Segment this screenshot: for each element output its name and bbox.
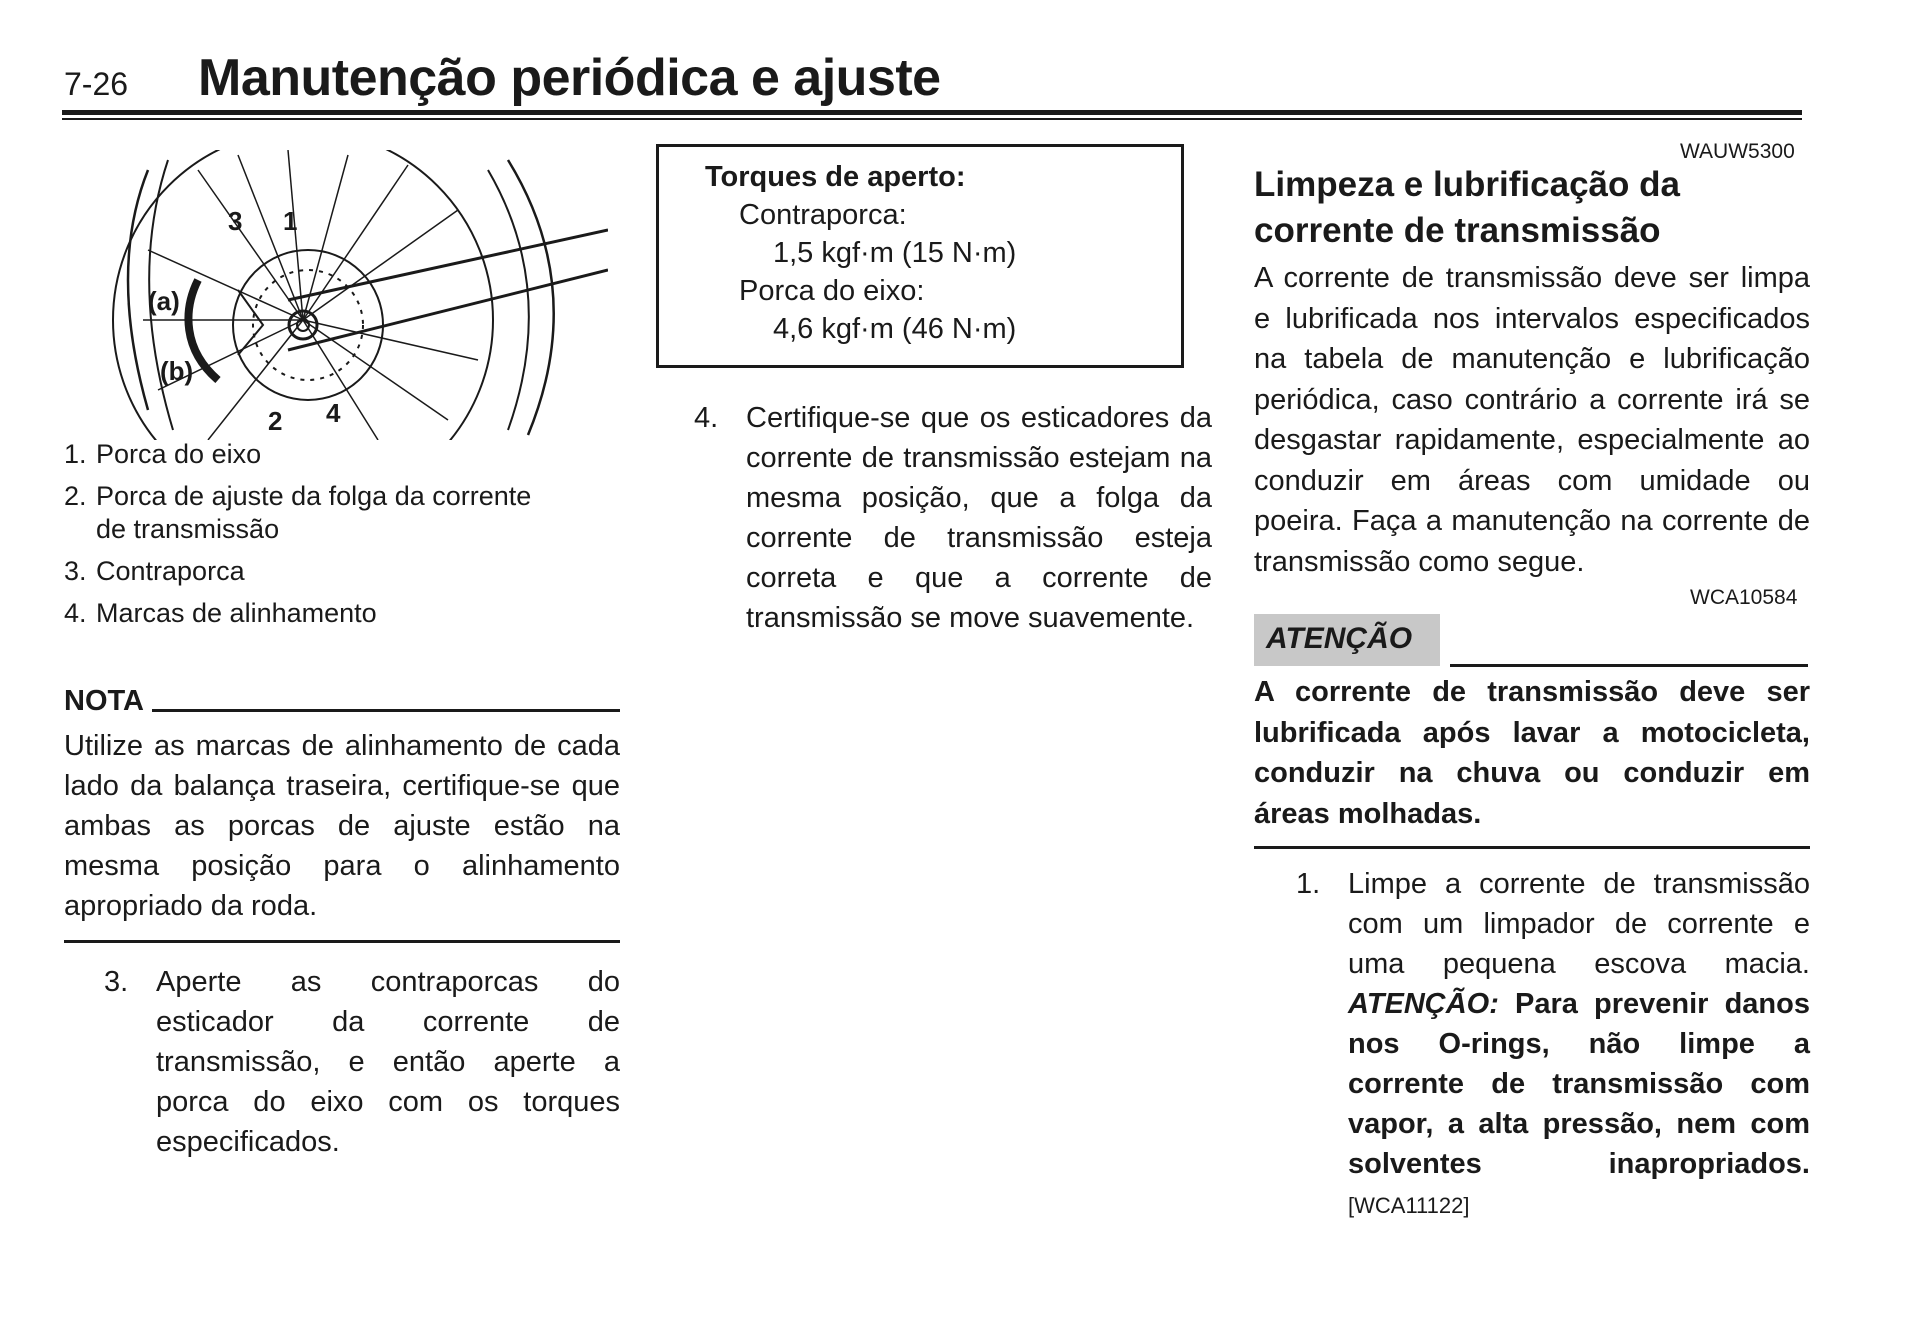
warning-label: ATENÇÃO	[1266, 622, 1413, 655]
legend-item: 2. Porca de ajuste da folga da corrente de transmissão	[64, 481, 532, 544]
header-rule-thin	[62, 118, 1802, 120]
torque-item-label: Contraporca:	[739, 199, 907, 231]
figure-legend	[64, 438, 624, 639]
warning-end-rule	[1254, 846, 1810, 849]
nota-heading: NOTA	[64, 684, 620, 718]
page-title: Manutenção periódica e ajuste	[198, 49, 941, 107]
callout-4: 4	[326, 398, 341, 428]
torque-heading: Torques de aperto:	[705, 161, 966, 193]
section-text: A corrente de transmissão deve ser limpa e lubrificada nos intervalos especificados na tabela de manutenção e lubrificação periódica, caso contrário a corrente irá se desgastar rapidamente, especialmente ao conduzir em áreas com umidade ou poeira. Faça a manutenção na corrente de transmissão como segue.	[1254, 262, 1810, 578]
callout-b: (b)	[160, 356, 194, 386]
section-code: WAUW5300	[1680, 140, 1795, 163]
section-title: Limpeza e lubrificação da corrente de transmissão	[1254, 165, 1680, 250]
step-1-warning-text: Para prevenir danos nos O-rings, não limpe a corrente de transmissão com vapor, a alta pressão, nem com solventes inapropriados.	[1348, 988, 1810, 1180]
step-4: 4. Certifique-se que os esticadores da corrente de transmissão estejam na mesma posição, que a folga da corrente de transmissão esteja correta e que a corrente de transmissão se move suavemente.	[694, 402, 1212, 634]
header-rule	[62, 110, 1802, 115]
step-3: 3. Aperte as contraporcas do esticador da corrente de transmissão, e então aperte a porca do eixo com os torques especificados.	[104, 966, 620, 1158]
callout-1: 1	[283, 206, 298, 236]
step-1-text: Limpe a corrente de transmissão com um limpador de corrente e uma pequena escova macia.	[1348, 868, 1810, 980]
legend-item: 1. Porca do eixo	[64, 439, 262, 469]
warning-text: A corrente de transmissão deve ser lubrificada após lavar a motocicleta, conduzir na chuva ou conduzir em áreas molhadas.	[1254, 676, 1810, 830]
step-1-warning-label: ATENÇÃO:	[1348, 988, 1499, 1020]
rear-wheel-illustration	[88, 150, 608, 440]
nota-rule	[64, 940, 620, 943]
torque-item-label: Porca do eixo:	[739, 275, 925, 307]
step-1-warning-code: [WCA11122]	[1348, 1193, 1470, 1218]
warning-rule	[1450, 664, 1808, 667]
page-number: 7-26	[64, 66, 129, 102]
torque-item-value: 4,6 kgf·m (46 N·m)	[773, 313, 1017, 345]
nota-text: Utilize as marcas de alinhamento de cada lado da balança traseira, certifique-se que ambas as porcas de ajuste estão na mesma posição para o alinhamento apropriado da roda.	[64, 730, 620, 922]
legend-item: 4. Marcas de alinhamento	[64, 598, 377, 628]
legend-item: 3. Contraporca	[64, 556, 245, 586]
torque-specs-box	[656, 144, 1184, 368]
torque-item-value: 1,5 kgf·m (15 N·m)	[773, 237, 1017, 269]
callout-a: (a)	[148, 286, 180, 316]
warning-code: WCA10584	[1690, 586, 1798, 609]
callout-2: 2	[268, 406, 283, 436]
step-1: 1. Limpe a corrente de transmissão com um limpador de corrente e uma pequena escova macia. ATENÇÃO: Para prevenir danos nos O-rings, não limpe a corrente de transmissão com vapor, a alta pressão, nem com solventes inapropriados. [WCA11122]	[1296, 868, 1810, 1218]
callout-3: 3	[228, 206, 243, 236]
